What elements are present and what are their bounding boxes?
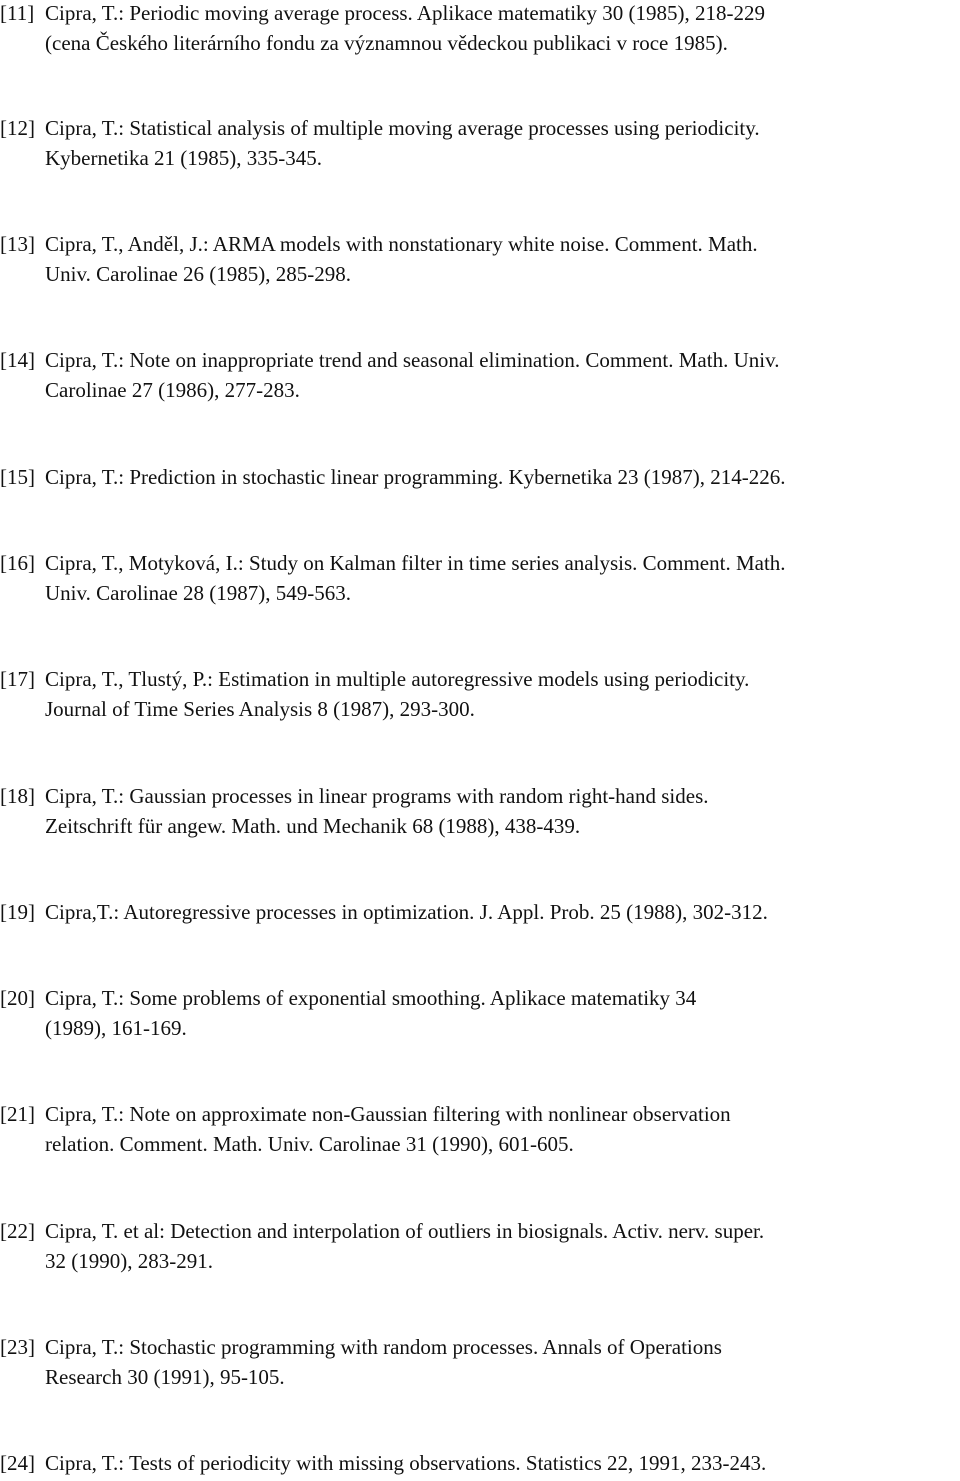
reference-number: [11] <box>0 1 35 25</box>
reference-text: Cipra,T.: Autoregressive processes in optimization. J. Appl. Prob. 25 (1988), 302-312. <box>45 900 768 924</box>
reference-21 <box>0 1099 958 1159</box>
reference-13 <box>0 229 958 289</box>
reference-text: Cipra, T.: Gaussian processes in linear programs with random right-hand sides. <box>45 784 709 808</box>
reference-text: Univ. Carolinae 28 (1987), 549-563. <box>45 581 351 605</box>
reference-24 <box>0 1448 958 1478</box>
reference-text: Cipra, T.: Prediction in stochastic linear programming. Kybernetika 23 (1987), 214-226. <box>45 465 786 489</box>
reference-text: Cipra, T., Motyková, I.: Study on Kalman filter in time series analysis. Comment. Math. <box>45 551 786 575</box>
reference-20 <box>0 983 958 1043</box>
reference-22 <box>0 1216 958 1276</box>
reference-14 <box>0 345 958 405</box>
reference-text: (cena Českého literárního fondu za významnou vědeckou publikaci v roce 1985). <box>45 31 728 55</box>
reference-text: Cipra, T., Tlustý, P.: Estimation in multiple autoregressive models using periodicity. <box>45 667 750 691</box>
reference-text: Kybernetika 21 (1985), 335-345. <box>45 146 323 170</box>
reference-number: [23] <box>0 1335 35 1359</box>
reference-11 <box>0 0 958 58</box>
reference-text: Zeitschrift für angew. Math. und Mechanik 68 (1988), 438-439. <box>45 814 581 838</box>
reference-text: Cipra, T.: Note on approximate non-Gaussian filtering with nonlinear observation <box>45 1102 731 1126</box>
reference-18 <box>0 781 958 841</box>
reference-number: [22] <box>0 1219 35 1243</box>
reference-12 <box>0 113 958 173</box>
reference-text: Carolinae 27 (1986), 277-283. <box>45 378 300 402</box>
reference-text: Journal of Time Series Analysis 8 (1987), 293-300. <box>45 697 475 721</box>
reference-text: Cipra, T. et al: Detection and interpolation of outliers in biosignals. Activ. nerv. super. <box>45 1219 765 1243</box>
reference-23 <box>0 1332 958 1392</box>
reference-16 <box>0 548 958 608</box>
reference-17 <box>0 664 958 724</box>
reference-text: relation. Comment. Math. Univ. Carolinae 31 (1990), 601-605. <box>45 1132 574 1156</box>
reference-number: [19] <box>0 900 35 924</box>
reference-number: [12] <box>0 116 35 140</box>
reference-text: Cipra, T.: Some problems of exponential smoothing. Aplikace matematiky 34 <box>45 986 697 1010</box>
reference-text: 32 (1990), 283-291. <box>45 1249 213 1273</box>
reference-19 <box>0 897 958 927</box>
reference-text: Cipra, T.: Statistical analysis of multiple moving average processes using periodicity. <box>45 116 760 140</box>
reference-15 <box>0 462 958 492</box>
reference-number: [24] <box>0 1451 35 1475</box>
reference-number: [15] <box>0 465 35 489</box>
reference-text: Research 30 (1991), 95-105. <box>45 1365 285 1389</box>
reference-number: [13] <box>0 232 35 256</box>
reference-number: [20] <box>0 986 35 1010</box>
reference-text: Cipra, T.: Tests of periodicity with missing observations. Statistics 22, 1991, 233-243. <box>45 1451 767 1475</box>
reference-number: [17] <box>0 667 35 691</box>
reference-text: Cipra, T.: Periodic moving average process. Aplikace matematiky 30 (1985), 218-229 <box>45 1 766 25</box>
reference-text: Cipra, T.: Note on inappropriate trend and seasonal elimination. Comment. Math. Univ. <box>45 348 780 372</box>
reference-text: Univ. Carolinae 26 (1985), 285-298. <box>45 262 351 286</box>
reference-number: [21] <box>0 1102 35 1126</box>
reference-text: Cipra, T., Anděl, J.: ARMA models with nonstationary white noise. Comment. Math. <box>45 232 758 256</box>
reference-number: [14] <box>0 348 35 372</box>
reference-text: (1989), 161-169. <box>45 1016 187 1040</box>
reference-text: Cipra, T.: Stochastic programming with random processes. Annals of Operations <box>45 1335 722 1359</box>
reference-number: [18] <box>0 784 35 808</box>
reference-number: [16] <box>0 551 35 575</box>
